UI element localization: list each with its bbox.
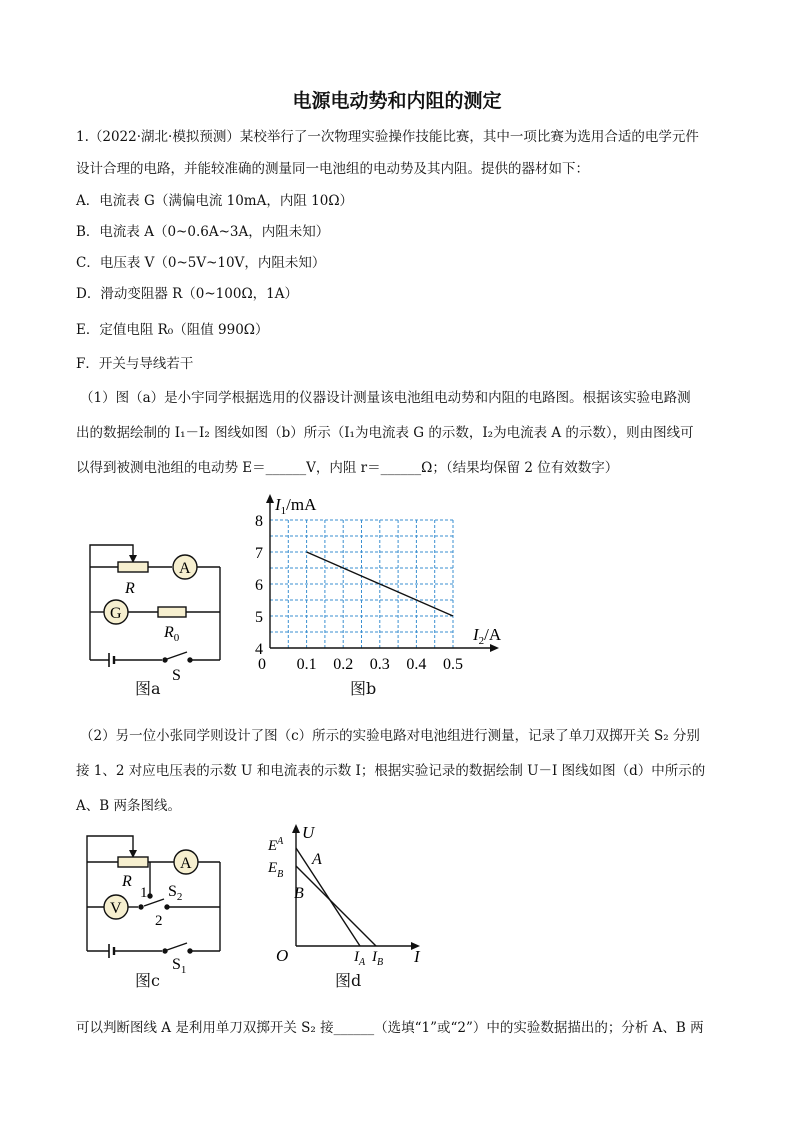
x-axis-label: $I_2/A$ — [473, 625, 502, 647]
svg-text:G: G — [110, 605, 122, 622]
option-a: A．电流表 G（满偏电流 10mA，内阻 10Ω） — [76, 193, 354, 209]
figure-d-caption: 图d — [335, 971, 362, 990]
part2-line-3: A、B 两条图线。 — [76, 798, 181, 814]
svg-text:S2: $S_2$ — [168, 883, 183, 903]
svg-text:A: A — [180, 855, 192, 872]
x-tick-label: 0.4 — [406, 656, 427, 673]
part1-line-2: 出的数据绘制的 I₁－I₂ 图线如图（b）所示（I₁为电流表 G 的示数，I₂为电流表 A 的示数），则由图线可 — [76, 425, 694, 441]
page-title: 电源电动势和内阻的测定 — [292, 90, 502, 112]
option-f: F．开关与导线若干 — [76, 356, 194, 372]
option-d: D．滑动变阻器 R（0~100Ω，1A） — [76, 286, 298, 302]
x-tick-label: 0.1 — [296, 656, 317, 673]
svg-text:I: I — [414, 947, 420, 966]
svg-text:B: B — [294, 885, 304, 902]
figure-c-caption: 图c — [135, 971, 160, 990]
option-e: E．定值电阻 R₀（阻值 990Ω） — [76, 322, 269, 338]
q1-line-2: 设计合理的电路，并能较准确的测量同一电池组的电动势及其内阻。提供的器材如下： — [76, 161, 589, 177]
svg-text:IA: $I_A$ — [354, 949, 366, 968]
svg-text:A: A — [312, 851, 322, 868]
svg-text:R: R — [122, 873, 132, 890]
y-tick-label: 5 — [255, 609, 263, 626]
svg-text:EA: $E^A$ — [268, 836, 284, 854]
figure-d-graph — [262, 816, 437, 976]
y-tick-label: 4 — [255, 641, 263, 658]
svg-text:A: A — [179, 560, 191, 577]
svg-text:O: O — [276, 946, 289, 965]
svg-text:1: 1 — [140, 885, 148, 901]
svg-text:U: U — [302, 823, 315, 842]
x-tick-label: 0.5 — [443, 656, 463, 673]
y-tick-label: 7 — [255, 545, 263, 562]
x-tick-label: 0.2 — [333, 656, 354, 673]
x-tick-label: 0 — [258, 656, 266, 673]
y-axis-arrow — [266, 494, 274, 503]
figure-b-caption: 图b — [350, 679, 377, 698]
rheostat-r — [118, 857, 148, 867]
figure-a-circuit — [80, 535, 240, 695]
figure-a-caption: 图a — [135, 679, 161, 698]
y-tick-label: 8 — [255, 513, 263, 530]
resistor-r0 — [158, 607, 186, 617]
q1-line-1: 1.（2022·湖北·模拟预测）某校举行了一次物理实验操作技能比赛，其中一项比赛为选用合适的电学元件 — [76, 129, 699, 145]
svg-text:IB: $I_B$ — [372, 949, 384, 968]
svg-text:R: R — [125, 580, 135, 597]
part2-line-1: （2）另一位小张同学则设计了图（c）所示的实验电路对电池组进行测量，记录了单刀双掷开关 S₂ 分别 — [80, 728, 700, 744]
svg-text:EB: $E_B$ — [268, 860, 284, 880]
svg-text:S1: $S_1$ — [172, 956, 187, 976]
svg-text:R0: $R_0$ — [164, 624, 180, 644]
figure-c-circuit — [80, 826, 240, 986]
line-b — [296, 866, 376, 946]
option-b: B．电流表 A（0~0.6A~3A，内阻未知） — [76, 224, 330, 240]
part1-line-1: （1）图（a）是小宇同学根据选用的仪器设计测量该电池组电动势和内阻的电路图。根据该实验电路测 — [80, 390, 691, 406]
y-tick-label: 6 — [255, 577, 263, 594]
x-tick-label: 0.3 — [369, 656, 390, 673]
svg-text:2: 2 — [155, 913, 163, 929]
option-c: C．电压表 V（0~5V~10V，内阻未知） — [76, 255, 326, 271]
y-axis-label: $I_1/mA$ — [275, 495, 317, 517]
svg-text:V: V — [110, 900, 122, 917]
line-a — [296, 848, 360, 946]
part2-line-2: 接 1、2 对应电压表的示数 U 和电流表的示数 I；根据实验记录的数据绘制 U－I 图线如图（d）中所示的 — [76, 763, 706, 779]
figure-b-chart — [245, 488, 520, 673]
svg-text:S: S — [172, 667, 181, 684]
part3-line: 可以判断图线 A 是利用单刀双掷开关 S₂ 接______（选填“1”或“2”）中的实验数据描出的；分析 A、B 两 — [76, 1020, 704, 1036]
x-axis-arrow — [490, 644, 499, 652]
rheostat-r — [118, 562, 148, 572]
part1-line-3: 以得到被测电池组的电动势 E＝______V，内阻 r＝______Ω；（结果均保留 2 位有效数字） — [76, 460, 619, 476]
